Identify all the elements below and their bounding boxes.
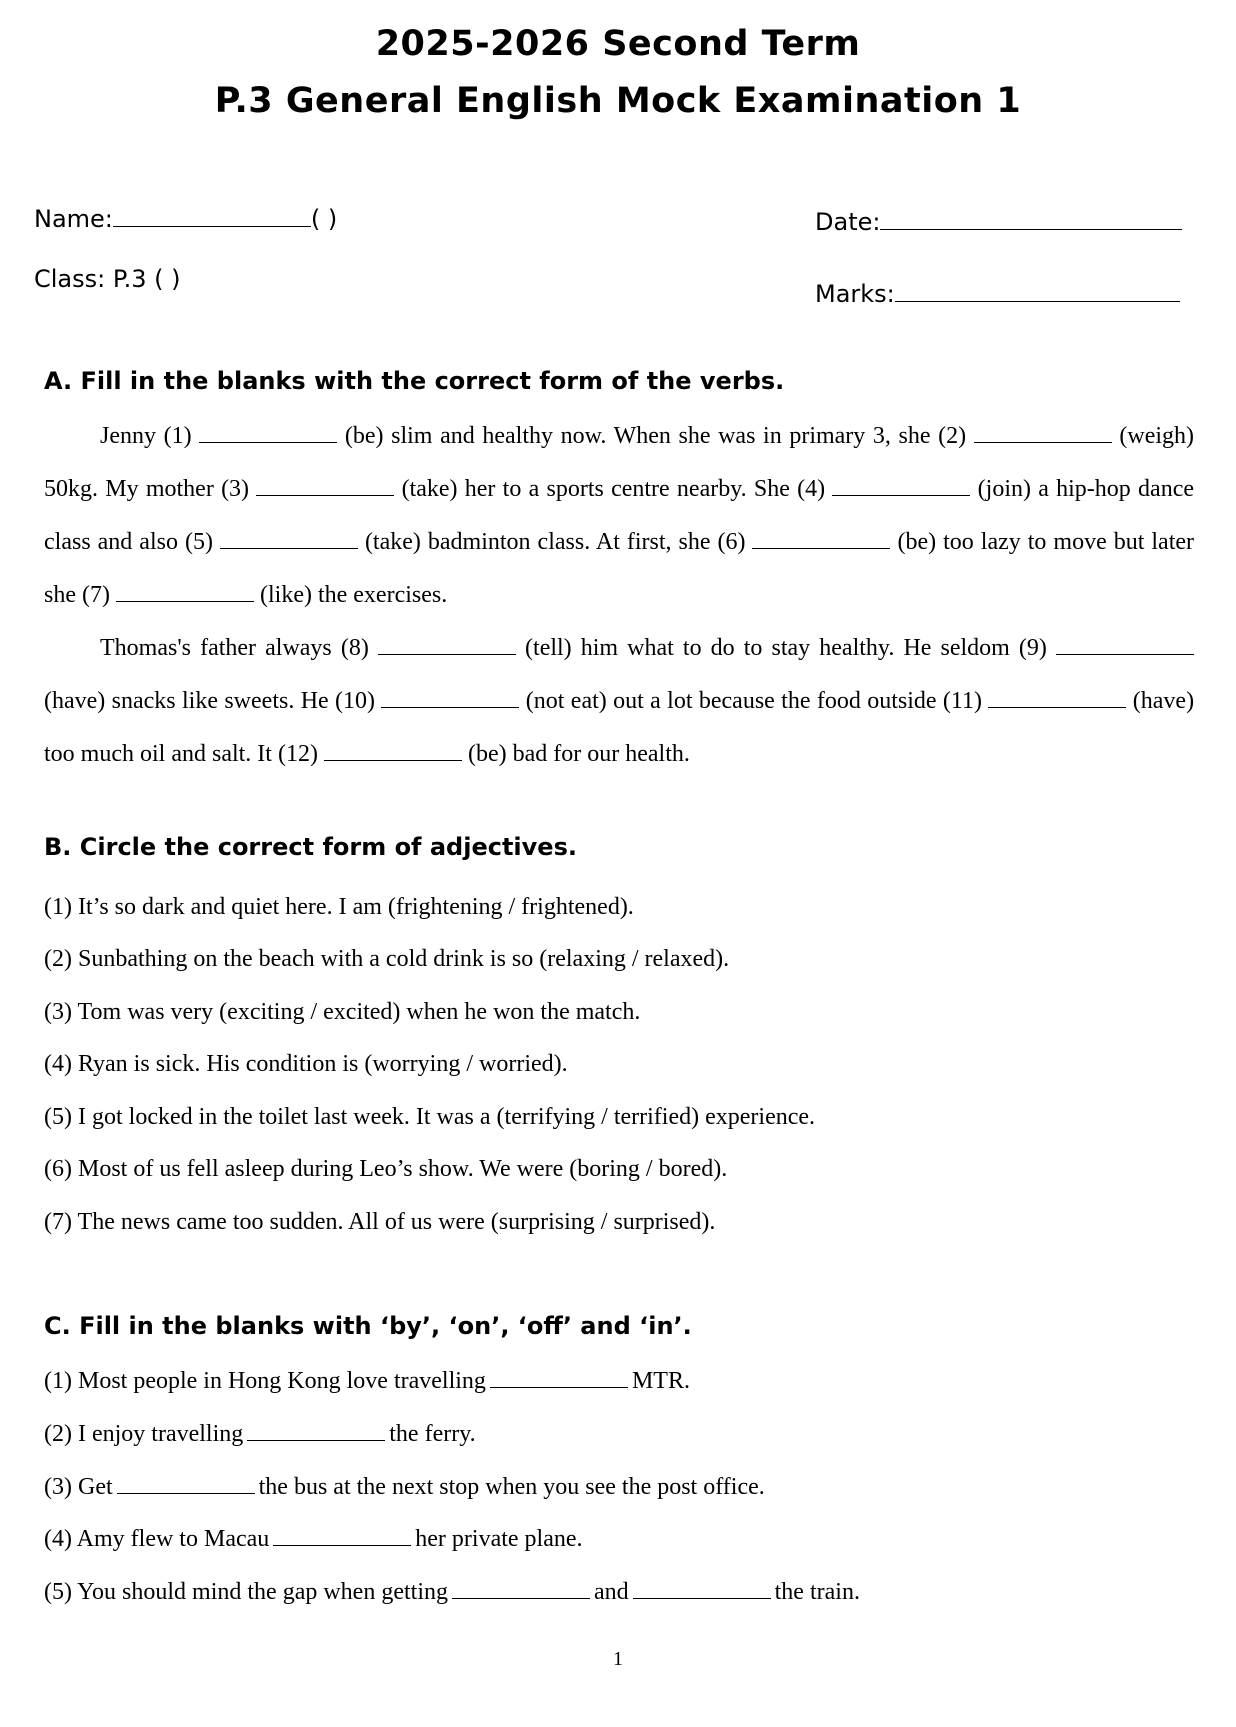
blank-10[interactable]	[381, 685, 519, 708]
exam-title-name: P.3 General English Mock Examination 1	[214, 81, 1022, 121]
list-item[interactable]: (5) I got locked in the toilet last week. It was a (terrifying / terrified) experience.	[44, 1104, 816, 1130]
date-field	[815, 203, 1182, 236]
list-item[interactable]: (1) It’s so dark and quiet here. I am (frightening / frightened).	[44, 894, 634, 920]
class-label: Class: P.3 ( )	[34, 265, 181, 293]
class-field	[34, 265, 180, 293]
list-item[interactable]: (6) Most of us fell asleep during Leo’s show. We were (boring / bored).	[44, 1156, 728, 1182]
blank-3[interactable]	[256, 473, 394, 496]
text: (tell) him what to do to stay healthy. He seldom (9)	[525, 635, 1047, 661]
text: (3) Get	[44, 1474, 113, 1500]
list-item	[44, 1576, 860, 1606]
list-item[interactable]: (2) Sunbathing on the beach with a cold drink is so (relaxing / relaxed).	[44, 946, 730, 972]
text: (be) bad for our health.	[467, 741, 690, 767]
section-b-title: B. Circle the correct form of adjectives.	[44, 833, 577, 861]
blank-12[interactable]	[324, 738, 462, 761]
blank-8[interactable]	[378, 632, 516, 655]
section-a-title: A. Fill in the blanks with the correct form of the verbs.	[44, 367, 785, 395]
text: (2) I enjoy travelling	[44, 1421, 244, 1447]
section-a-paragraph-1	[44, 410, 1194, 622]
text: the train.	[774, 1579, 860, 1605]
blank-6[interactable]	[752, 526, 890, 549]
blank[interactable]	[452, 1576, 590, 1599]
text: the ferry.	[389, 1421, 476, 1447]
list-item	[44, 1523, 583, 1553]
blank-11[interactable]	[988, 685, 1126, 708]
marks-label: Marks:	[815, 280, 895, 308]
text: (weigh) 50kg. My mother (3)	[44, 423, 1195, 502]
date-label: Date:	[815, 208, 881, 236]
blank[interactable]	[490, 1365, 628, 1388]
blank[interactable]	[273, 1523, 411, 1546]
list-item	[44, 1418, 476, 1448]
text: (not eat) out a lot because the food outside (11)	[525, 688, 983, 714]
class-number-paren: ( )	[310, 205, 338, 233]
text: (1) Most people in Hong Kong love travelling	[44, 1368, 486, 1394]
text: her private plane.	[415, 1526, 583, 1552]
text: (have) snacks like sweets. He (10)	[44, 688, 376, 714]
text: Thomas's father always (8)	[100, 635, 369, 661]
list-item[interactable]: (3) Tom was very (exciting / excited) when he won the match.	[44, 999, 641, 1025]
list-item[interactable]: (7) The news came too sudden. All of us were (surprising / surprised).	[44, 1209, 716, 1235]
text: MTR.	[631, 1368, 690, 1394]
name-label: Name:	[34, 205, 113, 233]
blank-5[interactable]	[220, 526, 358, 549]
text: Jenny (1)	[100, 423, 192, 449]
exam-title-term: 2025-2026 Second Term	[375, 24, 861, 64]
text: (4) Amy flew to Macau	[44, 1526, 270, 1552]
marks-blank[interactable]	[895, 275, 1180, 302]
text: (join) a hip-hop dance class and also (5)	[44, 476, 1195, 555]
section-c-title: C. Fill in the blanks with ‘by’, ‘on’, ‘off’ and ‘in’.	[44, 1312, 692, 1340]
text: (have) too much oil and salt. It (12)	[44, 688, 1195, 767]
text: (be) too lazy to move but later she (7)	[44, 529, 1195, 608]
name-field	[34, 200, 337, 233]
blank-7[interactable]	[116, 579, 254, 602]
list-item	[44, 1471, 765, 1501]
blank-2[interactable]	[974, 420, 1112, 443]
list-item[interactable]: (4) Ryan is sick. His condition is (worrying / worried).	[44, 1051, 568, 1077]
blank-1[interactable]	[199, 420, 337, 443]
text: (5) You should mind the gap when getting	[44, 1579, 448, 1605]
blank[interactable]	[633, 1576, 771, 1599]
text: (take) badminton class. At first, she (6)	[364, 529, 746, 555]
blank-4[interactable]	[832, 473, 970, 496]
list-item	[44, 1365, 690, 1395]
text: the bus at the next stop when you see the post office.	[258, 1474, 765, 1500]
blank[interactable]	[117, 1471, 255, 1494]
name-blank[interactable]	[113, 200, 311, 227]
text: and	[593, 1579, 629, 1605]
page-number: 1	[613, 1648, 623, 1670]
text: (be) slim and healthy now. When she was in primary 3, she (2)	[344, 423, 967, 449]
marks-field	[815, 275, 1180, 308]
text: (like) the exercises.	[259, 582, 448, 608]
section-a-paragraph-2	[44, 622, 1194, 781]
text: (take) her to a sports centre nearby. She (4)	[401, 476, 826, 502]
blank-9[interactable]	[1056, 632, 1194, 655]
date-blank[interactable]	[880, 203, 1182, 230]
blank[interactable]	[247, 1418, 385, 1441]
